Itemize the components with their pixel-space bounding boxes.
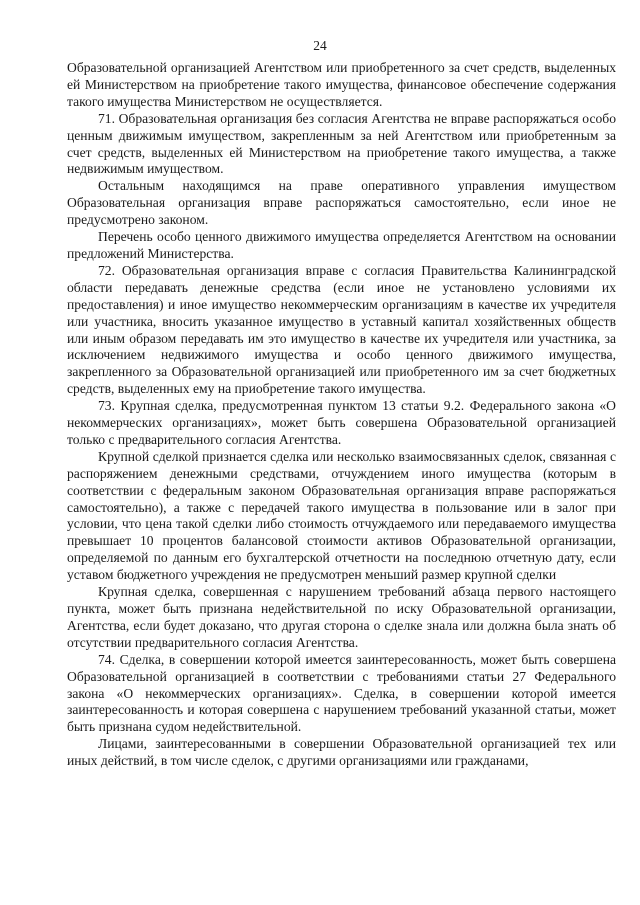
paragraph-74-interested-persons: Лицами, заинтересованными в совершении Образовательной организацией тех или иных действий, в том числе сделок, с другими организациями или гражданами, [67, 736, 616, 769]
paragraph-73: 73. Крупная сделка, предусмотренная пунктом 13 статьи 9.2. Федерального закона «О некоммерческих организациях», может быть совершена Образовательной организацией только с предварительного согласия Агентства. [67, 398, 616, 447]
paragraph-71-remaining-property: Остальным находящимся на праве оперативного управления имуществом Образовательная организация вправе распоряжаться самостоятельно, если иное не предусмотрено законом. [67, 178, 616, 228]
document-body [67, 60, 616, 770]
paragraph-74: 74. Сделка, в совершении которой имеется заинтересованность, может быть совершена Образовательной организацией в соответствии с требованиями статьи 27 Федерального закона «О некоммерческих организациях». Сделка, в совершении которой имеется заинтересованность и которая совершена с нарушением требований указанной статьи, может быть признана судом недействительной. [67, 651, 616, 735]
paragraph-72: 72. Образовательная организация вправе с согласия Правительства Калининградской области передавать денежные средства (если иное не установлено условиями их предоставления) и иное имущество некоммерческим организациям в качестве их учредителя или участника, вносить указанное имущество в уставный капитал хозяйственных обществ или иным образом передавать им это имущество в качестве их учредителя или участника, за исключением недвижимого имущества и особо ценного движимого имущества, закрепленного за Образовательной организацией или приобретенного им за счет бюджетных средств, выделенных ему на приобретение такого имущества. [67, 262, 616, 397]
paragraph-71: 71. Образовательная организация без согласия Агентства не вправе распоряжаться особо ценным движимым имуществом, закрепленным за ней Агентством или приобретенным за счет средств, выделенных ей Министерством на приобретение такого имущества, а также недвижимым имуществом. [67, 110, 616, 177]
paragraph-71-valuable-property-list: Перечень особо ценного движимого имущества определяется Агентством на основании предложений Министерства. [67, 229, 616, 261]
paragraph-73-major-deal-definition: Крупной сделкой признается сделка или несколько взаимосвязанных сделок, связанная с распоряжением денежными средствами, отчуждением иного имущества (которым в соответствии с федеральным законом Образовательная организация вправе распоряжаться самостоятельно), а также с передачей такого имущества в пользование или в залог при условии, что цена такой сделки либо стоимость отчуждаемого или передаваемого имущества превышает 10 процентов балансовой стоимости активов Образовательной организации, определяемой по данным его бухгалтерской отчетности на последнюю отчетную дату, если уставом бюджетного учреждения не предусмотрен меньший размер крупной сделки [67, 448, 616, 583]
page-number: 24 [313, 38, 327, 53]
paragraph-continuation: Образовательной организацией Агентством или приобретенного за счет средств, выделенных ей Министерством на приобретение такого имущества, финансовое обеспечение содержания такого имущества Министерством не осуществляется. [67, 60, 616, 109]
paragraph-73-invalid-deal: Крупная сделка, совершенная с нарушением требований абзаца первого настоящего пункта, может быть признана недействительной по иску Образовательной организации, Агентства, если будет доказано, что другая сторона о сделке знала или должна была знать об отсутствии предварительного согласия Агентства. [67, 584, 616, 650]
